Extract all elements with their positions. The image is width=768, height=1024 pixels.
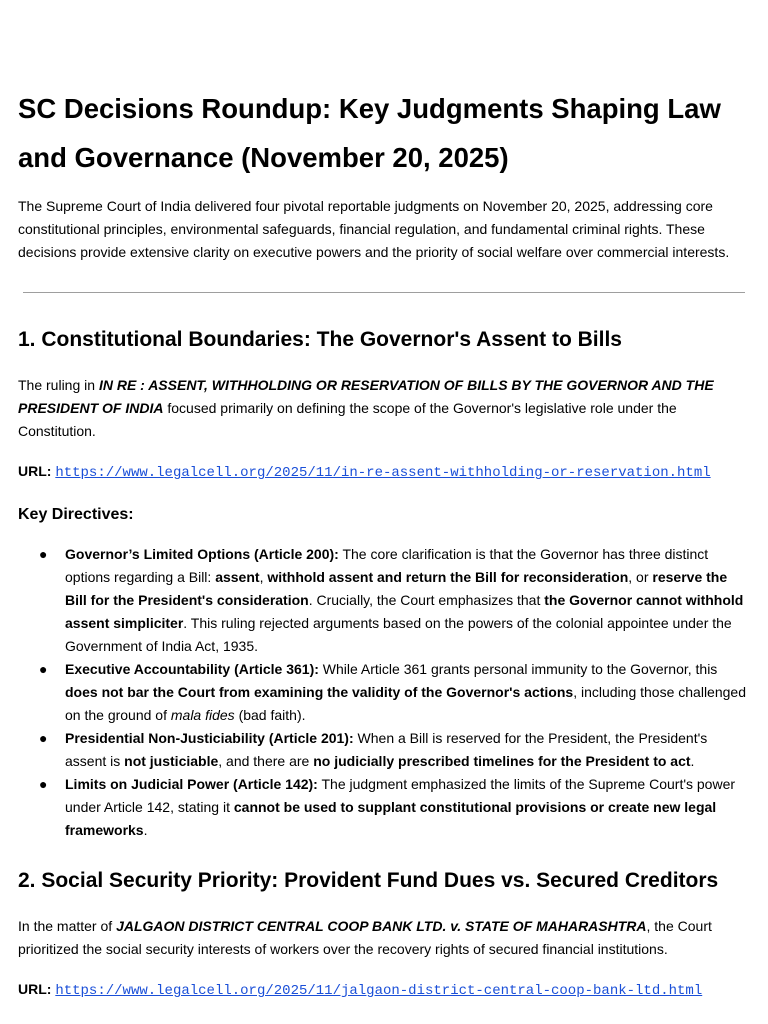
section-1-url-line [18, 460, 711, 485]
directive-text: . [690, 753, 695, 769]
directive-title: Limits on Judicial Power (Article 142): [65, 776, 318, 792]
section-1-heading: 1. Constitutional Boundaries: The Governor's Assent to Bills [18, 328, 622, 351]
directive-text: . [143, 822, 148, 838]
directive-text: The core clarification is that the Governor has three distinct options regarding a Bill: [65, 546, 709, 585]
intro-paragraph: The Supreme Court of India delivered four pivotal reportable judgments on November 20, 2025, addressing core constitutional principles, environmental safeguards, financial regulation, and fundamental criminal rights. These decisions provide extensive clarity on executive powers and the priority of social welfare over commercial interests. [18, 198, 730, 260]
section-1-intro [18, 374, 748, 443]
directive-text: While Article 361 grants personal immunity to the Governor, this [318, 661, 718, 677]
section-1-url-link[interactable]: https://www.legalcell.org/2025/11/in-re-assent-withholding-or-reservation.html [55, 465, 711, 481]
directive-text: When a Bill is reserved for the President, the President's assent is [65, 730, 708, 769]
directive-emphasis: reserve the Bill for the President's consideration [65, 569, 728, 608]
page-title: SC Decisions Roundup: Key Judgments Shaping Law and Governance (November 20, 2025) [18, 93, 721, 173]
directive-item-article-201 [18, 727, 748, 773]
directive-emphasis: cannot be used to supplant constitutional provisions or create new legal frameworks [65, 799, 717, 838]
section-1-url-label: URL: [18, 463, 52, 479]
directive-item-article-142 [18, 773, 748, 842]
directive-title: Executive Accountability (Article 361): [65, 661, 319, 677]
section-2-url-label: URL: [18, 981, 52, 997]
section-2-url-link[interactable]: https://www.legalcell.org/2025/11/jalgaon-district-central-coop-bank-ltd.html [55, 983, 703, 999]
section-1-case-name: IN RE : ASSENT, WITHHOLDING OR RESERVATION OF BILLS BY THE GOVERNOR AND THE PRESIDENT OF INDIA [18, 377, 714, 416]
directive-item-article-361 [18, 658, 748, 727]
directive-item-article-200 [18, 543, 748, 658]
directive-text: . This ruling rejected arguments based on the powers of the colonial appointee under the Government of India Act, 1935. [65, 615, 732, 654]
section-2-intro [18, 915, 748, 961]
directive-emphasis: does not bar the Court from examining the validity of the Governor's actions [65, 684, 574, 700]
bullet-icon: ● [39, 546, 48, 562]
directive-text: , and there are [218, 753, 314, 769]
key-directives-heading: Key Directives: [18, 506, 134, 523]
directive-text: , [259, 569, 268, 585]
directive-title: Presidential Non-Justiciability (Article 201): [65, 730, 354, 746]
section-2-url-line [18, 978, 702, 1003]
key-directives-list [18, 543, 748, 842]
horizontal-divider [23, 292, 745, 293]
bullet-icon: ● [39, 776, 48, 792]
section-1-intro-suffix: focused primarily on defining the scope of the Governor's legislative role under the Constitution. [18, 400, 677, 439]
directive-text: The judgment emphasized the limits of the Supreme Court's power under Article 142, stating it [65, 776, 736, 815]
directive-text: (bad faith). [234, 707, 306, 723]
section-2-intro-prefix: In the matter of [18, 918, 117, 934]
section-2-case-name: JALGAON DISTRICT CENTRAL COOP BANK LTD. v. STATE OF MAHARASHTRA [116, 918, 647, 934]
section-2-intro-suffix: , the Court prioritized the social security interests of workers over the recovery rights of secured financial institutions. [18, 918, 712, 957]
bullet-icon: ● [39, 661, 48, 677]
directive-title: Governor’s Limited Options (Article 200): [65, 546, 339, 562]
section-2-heading: 2. Social Security Priority: Provident Fund Dues vs. Secured Creditors [18, 869, 719, 892]
section-1-intro-prefix: The ruling in [18, 377, 99, 393]
directive-italic: mala fides [170, 707, 235, 723]
directive-emphasis: withhold assent and return the Bill for reconsideration [267, 569, 629, 585]
directive-text: , or [628, 569, 653, 585]
directive-emphasis: no judicially prescribed timelines for the President to act [313, 753, 691, 769]
directive-text: . Crucially, the Court emphasizes that [308, 592, 545, 608]
bullet-icon: ● [39, 730, 48, 746]
directive-emphasis: assent [215, 569, 260, 585]
directive-emphasis: not justiciable [124, 753, 219, 769]
directive-text: , including those challenged on the ground of [65, 684, 746, 723]
directive-emphasis: the Governor cannot withhold assent simpliciter [65, 592, 744, 631]
